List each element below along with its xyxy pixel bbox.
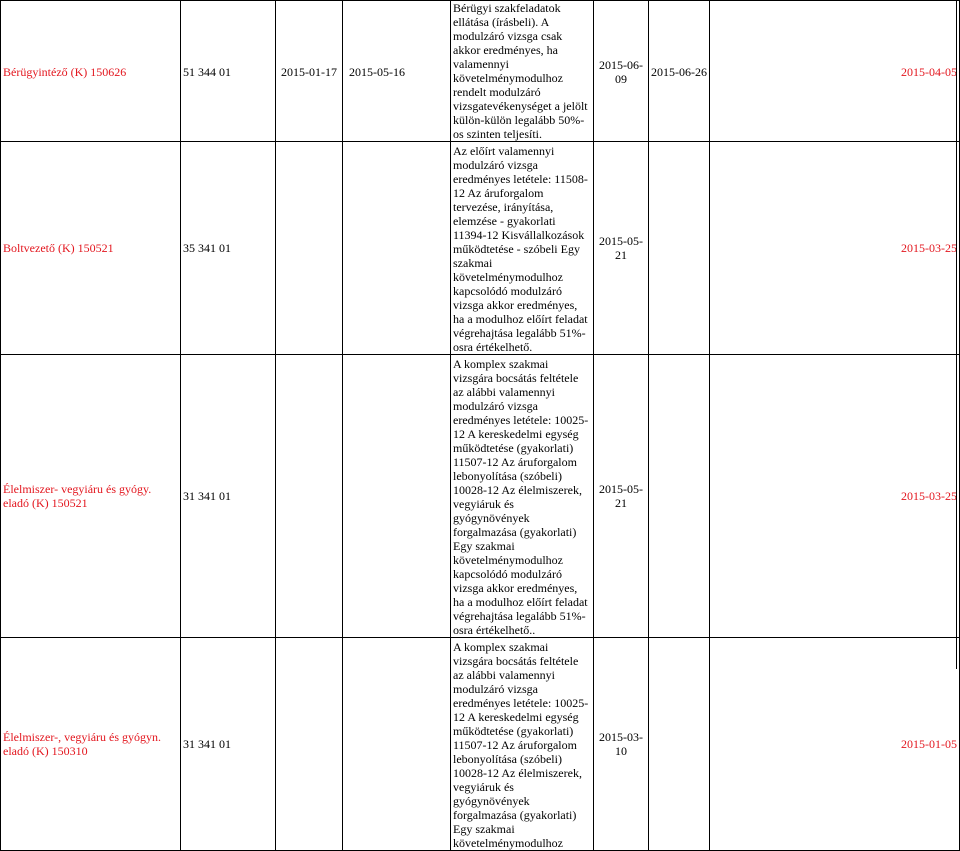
end-date: [343, 355, 451, 638]
application-deadline: 2015-04-05: [710, 1, 960, 142]
start-date: [276, 142, 343, 355]
closing-date: 2015-06-26: [649, 1, 710, 142]
end-date: 2015-05-16: [343, 1, 451, 142]
course-code: 35 341 01: [181, 142, 276, 355]
exam-requirements: Az előírt valamennyi modulzáró vizsga eredményes letétele: 11508-12 Az áruforgalom tervezése, irányítása, elemzése - gyakorlati 11394-12 Kisvállalkozások működtetése - szóbeli Egy szakmai követelménymodulhoz kapcsolódó modulzáró vizsga akkor eredményes, ha a modulhoz előírt feladat végrehajtása legalább 51%-osra értékelhető.: [451, 142, 594, 355]
exam-date: 2015-06-09: [594, 1, 649, 142]
exam-date: 2015-03-10: [594, 638, 649, 851]
start-date: 2015-01-17: [276, 1, 343, 142]
start-date: [276, 355, 343, 638]
closing-date: [649, 142, 710, 355]
exam-date: 2015-05-21: [594, 355, 649, 638]
course-name: Boltvezető (K) 150521: [1, 142, 181, 355]
application-deadline: 2015-01-05: [710, 638, 960, 851]
table-row: [1, 142, 960, 355]
course-name: Élelmiszer-, vegyiáru és gyógyn. eladó (K) 150310: [1, 638, 181, 851]
exam-requirements: A komplex szakmai vizsgára bocsátás feltétele az alábbi valamennyi modulzáró vizsga eredményes letétele: 10025-12 A kereskedelmi egység működtetése (gyakorlati) 11507-12 Az áruforgalom lebonyolítása (szóbeli) 10028-12 Az élelmiszerek, vegyiáruk és gyógynövények forgalmazása (gyakorlati) Egy szakmai követelménymodulhoz: [451, 638, 594, 851]
exam-date: 2015-05-21: [594, 142, 649, 355]
course-code: 51 344 01: [181, 1, 276, 142]
table-row: [1, 638, 960, 851]
end-date: [343, 638, 451, 851]
table-row: [1, 355, 960, 638]
start-date: [276, 638, 343, 851]
application-deadline: 2015-03-25: [710, 142, 960, 355]
right-border-line: [956, 0, 957, 669]
closing-date: [649, 638, 710, 851]
course-code: 31 341 01: [181, 355, 276, 638]
course-name: Bérügyintéző (K) 150626: [1, 1, 181, 142]
end-date: [343, 142, 451, 355]
closing-date: [649, 355, 710, 638]
application-deadline: 2015-03-25: [710, 355, 960, 638]
exam-requirements: A komplex szakmai vizsgára bocsátás feltétele az alábbi valamennyi modulzáró vizsga eredményes letétele: 10025-12 A kereskedelmi egység működtetése (gyakorlati) 11507-12 Az áruforgalom lebonyolítása (szóbeli) 10028-12 Az élelmiszerek, vegyiáruk és gyógynövények forgalmazása (gyakorlati) Egy szakmai követelménymodulhoz kapcsolódó modulzáró vizsga akkor eredményes, ha a modulhoz előírt feladat végrehajtása legalább 51%-osra értékelhető..: [451, 355, 594, 638]
course-name: Élelmiszer- vegyiáru és gyógy. eladó (K) 150521: [1, 355, 181, 638]
exam-requirements: Bérügyi szakfeladatok ellátása (írásbeli). A modulzáró vizsga csak akkor eredményes, ha valamennyi követelménymodulhoz rendelt modulzáró vizsgatevékenységet a jelölt külön-külön legalább 50%-os szinten teljesíti.: [451, 1, 594, 142]
table-row: [1, 1, 960, 142]
course-code: 31 341 01: [181, 638, 276, 851]
